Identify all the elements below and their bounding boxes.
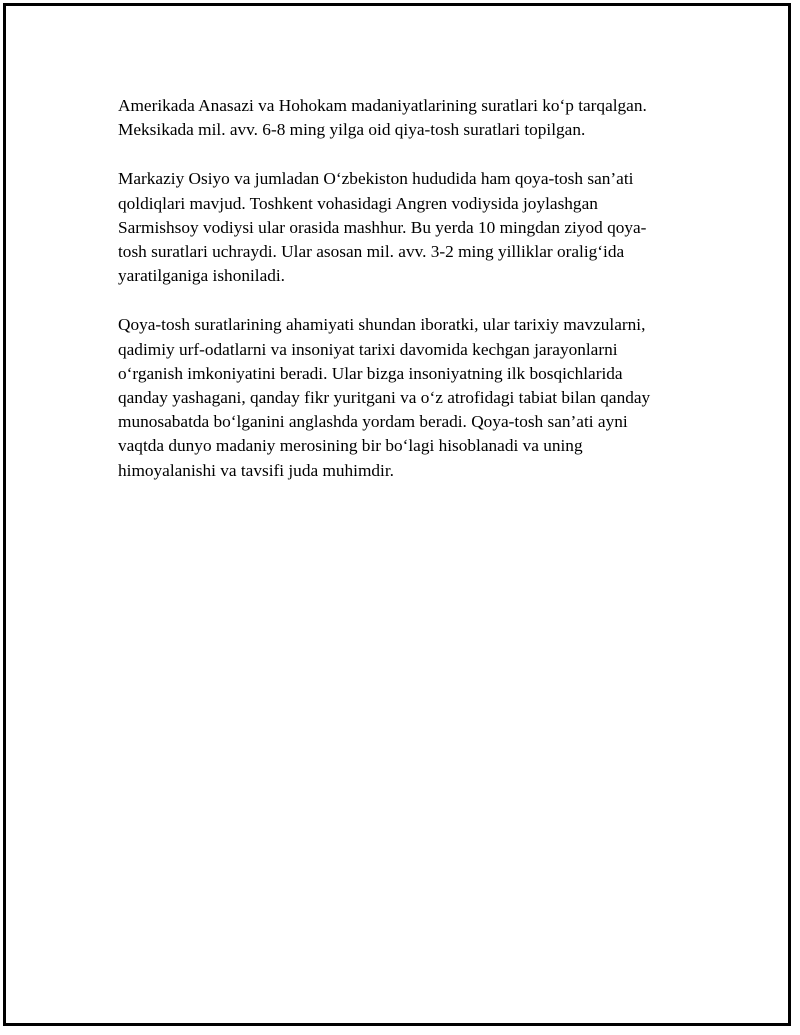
paragraph-rock-art-significance: Qoya-tosh suratlarining ahamiyati shundan iboratki, ular tarixiy mavzularni, qadimiy urf-odatlarni va insoniyat tarixi davomida kechgan jarayonlarni o‘rganish imkoniyatini beradi. Ular bizga insoniyatning ilk bosqichlarida qanday yashagani, qanday fikr yuritgani va o‘z atrofidagi tabiat bilan qanday munosabatda bo‘lganini anglashda yordam beradi. Qoya-tosh san’ati ayni vaqtda dunyo madaniy merosining bir bo‘lagi hisoblanadi va uning himoyalanishi va tavsifi juda muhimdir. xyxy=(118,315,651,480)
document-body xyxy=(118,94,686,508)
paragraph-central-asia-rock-art: Markaziy Osiyo va jumladan O‘zbekiston hududida ham qoya-tosh san’ati qoldiqlari mavjud. Toshkent vohasidagi Angren vodiysida joylashgan Sarmishsoy vodiysi ular orasida mashhur. Bu yerda 10 mingdan ziyod qoya- tosh suratlari uchraydi. Ular asosan mil. avv. 3-2 ming yilliklar oralig‘ida yaratilganiga ishoniladi. xyxy=(118,169,647,286)
paragraph-americas-rock-art: Amerikada Anasazi va Hohokam madaniyatlarining suratlari ko‘p tarqalgan. Meksikada mil. avv. 6-8 ming yilga oid qiya-tosh suratlari topilgan. xyxy=(118,96,647,140)
